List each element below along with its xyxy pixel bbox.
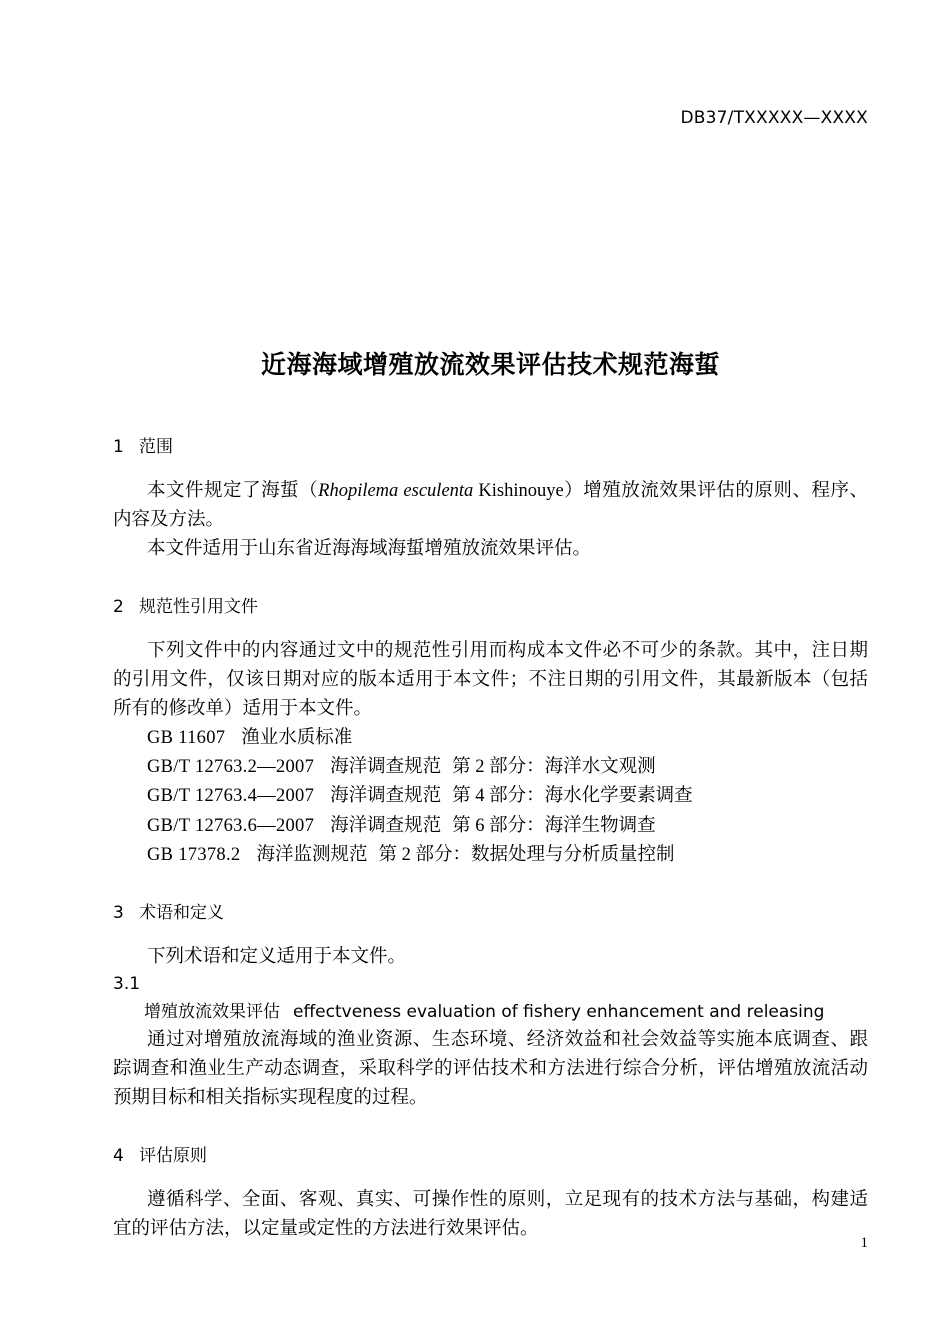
section-1-paragraph-1 [113,477,868,535]
section-2-intro-paragraph: 下列文件中的内容通过文中的规范性引用而构成本文件必不可少的条款。其中，注日期的引用文件，仅该日期对应的版本适用于本文件；不注日期的引用文件，其最新版本（包括所有的修改单）适用于本文件。 [113,641,868,720]
scientific-name-author: Kishinouye [473,481,564,502]
section-heading-3 [113,903,868,923]
reference-part: 第 6 部分：海洋生物调查 [452,815,656,836]
reference-name: 海洋监测规范 [256,844,368,865]
page-number: 1 [860,1235,868,1251]
section-title-1: 范围 [139,437,173,457]
section-title-2: 规范性引用文件 [139,596,258,617]
section-1-paragraph-2: 本文件适用于山东省近海海域海蜇增殖放流效果评估。 [147,539,592,560]
reference-part: 第 2 部分：海洋水文观测 [452,757,656,778]
section-4-paragraph: 遵循科学、全面、客观、真实、可操作性的原则，立足现有的技术方法与基础，构建适宜的评估方法，以定量或定性的方法进行效果评估。 [113,1189,868,1239]
term-chinese: 增殖放流效果评估 [144,1001,280,1022]
section-heading-1 [113,437,868,457]
paragraph-text-after-scientific-name: ）增殖放流效果评估的原则、程序、内容及方法。 [113,481,868,531]
term-english: effectveness evaluation of fishery enhancement and releasing [293,1001,825,1022]
section-number-2: 2 [113,596,124,617]
spacer [113,564,868,597]
reference-code: GB 17378.2 [147,844,241,865]
term-definition-heading [113,998,868,1026]
reference-name: 渔业水质标准 [241,727,353,748]
paragraph-text-before-scientific-name: 本文件规定了海蜇（ [147,481,319,502]
list-item [113,753,868,782]
reference-code: GB/T 12763.6—2007 [147,815,315,836]
section-title-4: 评估原则 [139,1145,207,1166]
reference-code: GB/T 12763.4—2007 [147,786,315,807]
subsection-number-3-1: 3.1 [113,974,141,995]
section-number-1: 1 [113,437,124,457]
list-item [113,812,868,841]
list-item [113,782,868,811]
reference-name: 海洋调查规范 [330,786,442,807]
reference-name: 海洋调查规范 [330,757,442,778]
document-standard-code-header: DB37/TXXXXX—XXXX [680,108,868,128]
reference-name: 海洋调查规范 [330,815,442,836]
spacer [113,870,868,903]
section-heading-2 [113,597,868,617]
spacer [113,1113,868,1146]
section-3-intro-paragraph: 下列术语和定义适用于本文件。 [147,947,407,968]
list-item [113,841,868,870]
section-number-3: 3 [113,903,124,924]
term-definition-text: 通过对增殖放流海域的渔业资源、生态环境、经济效益和社会效益等实施本底调查、跟踪调查和渔业生产动态调查，采取科学的评估技术和方法进行综合分析，评估增殖放流活动预期目标和相关指标实现程度的过程。 [113,1029,868,1108]
page-title: 近海海域增殖放流效果评估技术规范海蜇 [260,350,720,379]
normative-references-list [113,724,868,870]
reference-part: 第 2 部分：数据处理与分析质量控制 [378,844,675,865]
reference-code: GB 11607 [147,727,226,748]
scientific-name: Rhopilema esculenta [318,481,474,502]
reference-code: GB/T 12763.2—2007 [147,757,315,778]
section-heading-4 [113,1146,868,1166]
section-title-3: 术语和定义 [139,903,224,924]
list-item [113,724,868,753]
section-number-4: 4 [113,1145,124,1166]
document-body [113,437,868,1244]
reference-part: 第 4 部分：海水化学要素调查 [452,786,693,807]
